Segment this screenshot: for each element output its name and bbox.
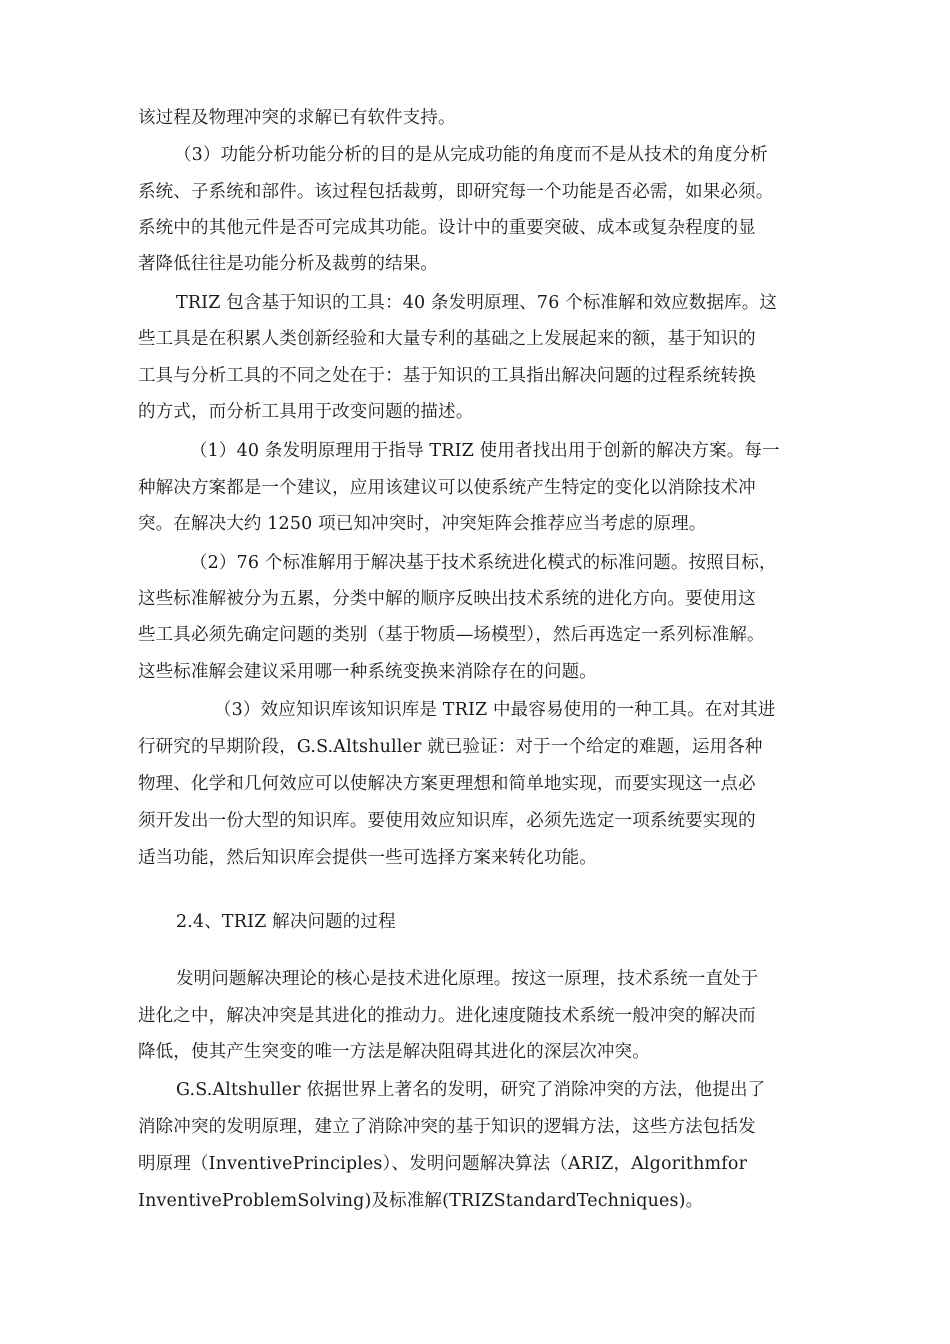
paragraph-line: 明原理（InventivePrinciples）、发明问题解决算法（ARIZ，Algorithmfor	[138, 1154, 748, 1174]
paragraph-line: 须开发出一份大型的知识库。要使用效应知识库，必须先选定一项系统要实现的	[138, 811, 756, 831]
paragraph-line: 适当功能，然后知识库会提供一些可选择方案来转化功能。	[138, 848, 597, 868]
paragraph-line: 系统中的其他元件是否可完成其功能。设计中的重要突破、成本或复杂程度的显	[138, 218, 756, 238]
paragraph-line: 突。在解决大约 1250 项已知冲突时，冲突矩阵会推荐应当考虑的原理。	[138, 514, 707, 534]
paragraph-line: （3）功能分析功能分析的目的是从完成功能的角度而不是从技术的角度分析	[174, 145, 768, 165]
paragraph-line: TRIZ 包含基于知识的工具：40 条发明原理、76 个标准解和效应数据库。这	[176, 293, 777, 313]
paragraph-line: 著降低往往是功能分析及裁剪的结果。	[138, 254, 439, 274]
paragraph-line: G.S.Altshuller 依据世界上著名的发明，研究了消除冲突的方法，他提出了	[176, 1080, 766, 1100]
paragraph-line: 的方式，而分析工具用于改变问题的描述。	[138, 402, 474, 422]
paragraph-line: （3）效应知识库该知识库是 TRIZ 中最容易使用的一种工具。在对其进	[214, 700, 776, 720]
paragraph-line: 进化之中，解决冲突是其进化的推动力。进化速度随技术系统一般冲突的解决而	[138, 1006, 756, 1026]
paragraph-line: 这些标准解被分为五累，分类中解的顺序反映出技术系统的进化方向。要使用这	[138, 589, 756, 609]
section-heading: 2.4、TRIZ 解决问题的过程	[176, 912, 396, 932]
paragraph-line: 行研究的早期阶段，G.S.Altshuller 就已验证：对于一个给定的难题，运用各种	[138, 737, 763, 757]
paragraph-line: 系统、子系统和部件。该过程包括裁剪，即研究每一个功能是否必需，如果必须。	[138, 182, 774, 202]
paragraph-line: 发明问题解决理论的核心是技术进化原理。按这一原理，技术系统一直处于	[176, 969, 759, 989]
paragraph-line: 物理、化学和几何效应可以使解决方案更理想和简单地实现，而要实现这一点必	[138, 774, 756, 794]
paragraph-line: InventiveProblemSolving)及标准解(TRIZStandardTechniques)。	[138, 1191, 704, 1211]
paragraph-line: 工具与分析工具的不同之处在于：基于知识的工具指出解决问题的过程系统转换	[138, 366, 756, 386]
paragraph-line: 该过程及物理冲突的求解已有软件支持。	[138, 108, 456, 128]
paragraph-line: 些工具是在积累人类创新经验和大量专利的基础之上发展起来的额，基于知识的	[138, 329, 756, 349]
paragraph-line: （1）40 条发明原理用于指导 TRIZ 使用者找出用于创新的解决方案。每一	[190, 441, 780, 461]
paragraph-line: 种解决方案都是一个建议，应用该建议可以使系统产生特定的变化以消除技术冲	[138, 478, 756, 498]
paragraph-line: 降低，使其产生突变的唯一方法是解决阻碍其进化的深层次冲突。	[138, 1042, 650, 1062]
paragraph-line: （2）76 个标准解用于解决基于技术系统进化模式的标准问题。按照目标，	[190, 553, 777, 573]
paragraph-line: 消除冲突的发明原理，建立了消除冲突的基于知识的逻辑方法，这些方法包括发	[138, 1117, 756, 1137]
paragraph-line: 这些标准解会建议采用哪一种系统变换来消除存在的问题。	[138, 662, 597, 682]
paragraph-line: 些工具必须先确定问题的类别（基于物质—场模型），然后再选定一系列标准解。	[138, 625, 765, 645]
